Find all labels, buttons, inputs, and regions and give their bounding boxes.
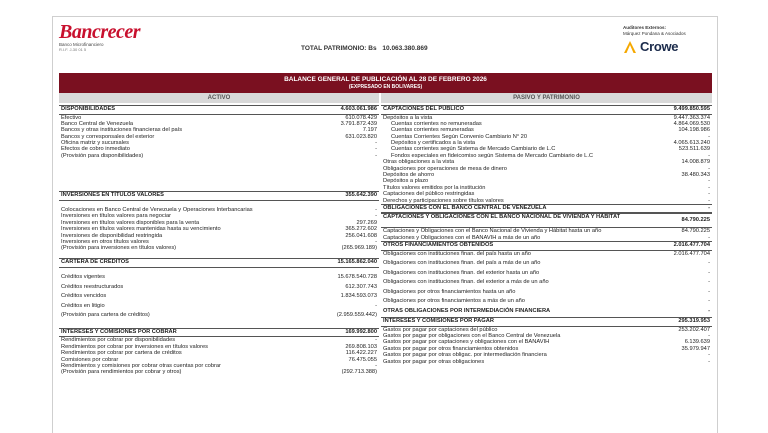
table-row bbox=[381, 270, 712, 280]
report-subtitle: (EXPRESADO EN BOLIVARES) bbox=[348, 84, 423, 90]
row-value: (2.959.559.442) bbox=[336, 312, 377, 319]
table-row bbox=[381, 289, 712, 299]
row-value: - bbox=[375, 213, 377, 220]
row-label: Bancos y corresponsales del exterior bbox=[61, 133, 155, 140]
row-label: Inversiones en otros títulos valores bbox=[61, 239, 149, 246]
row-label: Títulos valores emitidos por la institución bbox=[383, 184, 486, 191]
row-value: 104.198.986 bbox=[678, 127, 710, 134]
row-label: Oficina matriz y sucursales bbox=[61, 140, 129, 147]
row-label: Banco Central de Venezuela bbox=[61, 120, 134, 127]
table-row bbox=[59, 303, 379, 313]
row-label: Fondos especiales en fideicomiso según Sistema de Mercado Cambiario de L.C bbox=[391, 152, 594, 159]
section-header-row bbox=[381, 308, 712, 318]
balance-sheet-page bbox=[52, 16, 718, 433]
row-label: (Provisión para inversiones en títulos valores) bbox=[61, 245, 177, 252]
row-label: DISPONIBILIDADES bbox=[61, 106, 116, 112]
row-label: Créditos en litigio bbox=[61, 302, 105, 309]
row-value: 35.979.947 bbox=[681, 345, 710, 352]
logo-rif: R.I.F. J-30 01 5 bbox=[59, 47, 87, 52]
row-value: - bbox=[708, 332, 710, 339]
section-header-row bbox=[59, 258, 379, 268]
row-value: 297.269 bbox=[356, 219, 377, 226]
row-label: Rendimientos y comisiones por cobrar otras cuentas por cobrar bbox=[61, 363, 221, 370]
row-label: Obligaciones por otros financiamientos a más de un año bbox=[383, 298, 525, 305]
row-value: - bbox=[375, 146, 377, 153]
row-value: 169.992.800 bbox=[345, 328, 377, 335]
row-label: Inversiones en títulos valores para negociar bbox=[61, 213, 172, 220]
row-value: - bbox=[375, 140, 377, 147]
row-label: Inversiones en títulos valores disponibles para la venta bbox=[61, 219, 200, 226]
row-label: CARTERA DE CRÉDITOS bbox=[61, 259, 129, 266]
row-value: 7.197 bbox=[362, 127, 377, 134]
row-value: 610.078.429 bbox=[345, 114, 377, 121]
section-header-row bbox=[381, 241, 712, 251]
row-value: 116.422.227 bbox=[345, 350, 377, 357]
row-value: - bbox=[708, 152, 710, 159]
auditors-title: Auditores Externos: bbox=[623, 25, 667, 30]
row-value: - bbox=[708, 204, 710, 211]
row-value: 84.790.225 bbox=[681, 217, 710, 224]
table-row bbox=[59, 274, 379, 284]
row-label: Créditos reestructurados bbox=[61, 283, 124, 290]
row-value: 9.499.850.595 bbox=[673, 106, 710, 112]
row-label: OTRAS OBLIGACIONES POR INTERMEDIACIÓN FINANCIERA bbox=[383, 307, 551, 314]
row-value: - bbox=[375, 363, 377, 370]
row-label: Cuentas corrientes remuneradas bbox=[391, 127, 474, 134]
total-value: 10.063.380.869 bbox=[382, 45, 428, 52]
row-value: - bbox=[708, 288, 710, 295]
row-label: Obligaciones con instituciones finan. del país hasta un año bbox=[383, 250, 531, 257]
column-header-pasivo: PASIVO Y PATRIMONIO bbox=[381, 93, 712, 103]
row-label: Bancos y otras instituciones financieras del país bbox=[61, 127, 183, 134]
row-label: Efectivo bbox=[61, 114, 82, 121]
activo-column bbox=[59, 105, 379, 376]
row-value: - bbox=[708, 358, 710, 365]
section-header-row bbox=[59, 191, 379, 201]
row-label: Obligaciones con instituciones finan. del exterior hasta un año bbox=[383, 269, 540, 276]
row-value: - bbox=[708, 133, 710, 140]
row-label: Otras obligaciones a la vista bbox=[383, 159, 455, 166]
row-label: Cuentas corrientes no remuneradas bbox=[391, 120, 482, 127]
row-value: - bbox=[375, 239, 377, 246]
row-label: Rendimientos por cobrar por cartera de créditos bbox=[61, 350, 182, 357]
row-value: - bbox=[708, 178, 710, 185]
row-value: 9.447.363.374 bbox=[673, 114, 710, 121]
row-label: Comisiones por cobrar bbox=[61, 356, 119, 363]
row-value: - bbox=[708, 191, 710, 198]
table-row bbox=[381, 298, 712, 308]
row-value: 84.790.225 bbox=[681, 228, 710, 235]
row-label: Colocaciones en Banco Central de Venezuela y Operaciones Interbancarias bbox=[61, 207, 253, 214]
logo-subtitle: Banco Microfinanciero bbox=[59, 42, 104, 47]
row-label: Depósitos a plazo bbox=[383, 178, 429, 185]
row-value: 295.319.953 bbox=[678, 318, 710, 325]
row-label: INTERESES Y COMISIONES POR PAGAR bbox=[383, 318, 494, 325]
row-value: - bbox=[375, 152, 377, 159]
row-label: Gastos por pagar por captaciones y obligaciones con el BANAVIH bbox=[383, 339, 550, 346]
row-label: OTROS FINANCIAMIENTOS OBTENIDOS bbox=[383, 242, 494, 249]
report-title: BALANCE GENERAL DE PUBLICACIÓN AL 28 DE FEBRERO 2026 bbox=[284, 76, 487, 83]
row-value: - bbox=[708, 269, 710, 276]
section-header-row bbox=[59, 328, 379, 338]
row-label: Captaciones y Obligaciones con el Banco Nacional de Vivienda y Hábitat hasta un año bbox=[383, 228, 602, 235]
row-value: - bbox=[375, 337, 377, 344]
row-label: Obligaciones con instituciones finan. del exterior a más de un año bbox=[383, 279, 549, 286]
row-value: 365.272.602 bbox=[345, 226, 377, 233]
row-value: - bbox=[708, 234, 710, 241]
row-label: Cuentas corrientes según Sistema de Mercado Cambiario de L.C bbox=[391, 146, 556, 153]
row-value: 4.603.061.986 bbox=[340, 106, 377, 112]
row-label: Captaciones y Obligaciones con el BANAVIH a más de un año bbox=[383, 234, 541, 241]
auditors-info bbox=[623, 25, 686, 36]
row-value: 6.139.639 bbox=[684, 339, 710, 346]
table-row bbox=[381, 279, 712, 289]
row-value: 355.642.390 bbox=[345, 192, 377, 199]
row-label: Obligaciones por operaciones de mesa de dinero bbox=[383, 165, 507, 172]
table-row bbox=[381, 251, 712, 261]
row-value: 2.016.477.704 bbox=[673, 242, 710, 249]
row-value: - bbox=[708, 307, 710, 314]
row-label: Derechos y participaciones sobre títulos valores bbox=[383, 197, 504, 204]
section-header-row bbox=[381, 105, 712, 115]
row-label: Efectos de cobro inmediato bbox=[61, 146, 130, 153]
row-value: 523.511.639 bbox=[678, 146, 710, 153]
row-value: 3.791.872.439 bbox=[340, 120, 377, 127]
row-value: 256.041.608 bbox=[345, 232, 377, 239]
row-value: 269.808.103 bbox=[345, 343, 377, 350]
row-label: Obligaciones con instituciones finan. del país a más de un año bbox=[383, 260, 541, 267]
row-label: Gastos por pagar por captaciones del público bbox=[383, 326, 498, 333]
row-label: Inversiones en títulos valores mantenidas hasta su vencimiento bbox=[61, 226, 221, 233]
row-value: 631.023.820 bbox=[345, 133, 377, 140]
row-label: Captaciones del público restringidas bbox=[383, 191, 475, 198]
table-row bbox=[381, 260, 712, 270]
table-row bbox=[381, 359, 712, 365]
table-row bbox=[59, 369, 379, 375]
row-value: - bbox=[708, 298, 710, 305]
row-value: 612.307.743 bbox=[345, 283, 377, 290]
row-label: Depósitos a la vista bbox=[383, 114, 433, 121]
row-label: Depósitos de ahorro bbox=[383, 172, 435, 179]
row-label: Inversiones de disponibilidad restringida bbox=[61, 232, 163, 239]
crowe-logo bbox=[623, 39, 678, 54]
row-value: - bbox=[375, 302, 377, 309]
row-label: Créditos vigentes bbox=[61, 274, 105, 281]
row-value: - bbox=[708, 352, 710, 359]
row-label: (Provisión para cartera de créditos) bbox=[61, 312, 150, 319]
row-label: Rendimientos por cobrar por disponibilidades bbox=[61, 337, 176, 344]
row-label: Gastos por pagar por otros financiamientos obtenidos bbox=[383, 345, 519, 352]
row-label: Cuentas Corrientes Según Convenio Cambiario N° 20 bbox=[391, 133, 528, 140]
column-header-activo: ACTIVO bbox=[59, 93, 379, 103]
row-value: - bbox=[708, 279, 710, 286]
row-label: Gastos por pagar por otras obligac. por intermediación financiera bbox=[383, 352, 547, 359]
row-value: 15.678.540.728 bbox=[337, 274, 377, 281]
row-value: 38.480.343 bbox=[681, 172, 710, 179]
bancrecer-logo bbox=[59, 21, 140, 52]
row-label: Depósitos y certificados a la vista bbox=[391, 140, 476, 147]
row-value: 15.165.862.040 bbox=[337, 259, 377, 266]
title-bar bbox=[59, 73, 712, 93]
row-value: - bbox=[708, 260, 710, 267]
total-label: TOTAL PATRIMONIO: Bs bbox=[301, 45, 377, 52]
row-label: INTERESES Y COMISIONES POR COBRAR bbox=[61, 328, 177, 335]
row-label: (Provisión para rendimientos por cobrar y otros) bbox=[61, 369, 182, 376]
row-value: 76.475.055 bbox=[348, 356, 377, 363]
section-header-row bbox=[381, 317, 712, 327]
row-value: 14.008.879 bbox=[681, 159, 710, 166]
row-label: Rendimientos por cobrar por inversiones en títulos valores bbox=[61, 343, 209, 350]
row-label: CAPTACIONES Y OBLIGACIONES CON EL BANCO NACIONAL DE VIVIENDA Y HÁBITAT bbox=[383, 214, 621, 221]
crowe-icon bbox=[623, 40, 637, 54]
total-patrimonio bbox=[301, 45, 428, 52]
row-value: 1.834.593.073 bbox=[340, 293, 377, 300]
row-value: - bbox=[708, 197, 710, 204]
row-label: Obligaciones por otros financiamientos hasta un año bbox=[383, 288, 516, 295]
row-label: INVERSIONES EN TÍTULOS VALORES bbox=[61, 192, 164, 199]
row-label: OBLIGACIONES CON EL BANCO CENTRAL DE VENEZUELA bbox=[383, 204, 547, 211]
row-value: - bbox=[375, 207, 377, 214]
row-value: 4.065.613.240 bbox=[673, 140, 710, 147]
row-value: 2.016.477.704 bbox=[673, 250, 710, 257]
table-row bbox=[59, 312, 379, 322]
table-row bbox=[59, 284, 379, 294]
row-value: (292.713.388) bbox=[341, 369, 377, 376]
section-header-row bbox=[59, 105, 379, 115]
row-label: (Provisión para disponibilidades) bbox=[61, 152, 144, 159]
auditors-name: Márquez Pondana & Asociados bbox=[623, 30, 686, 36]
section-header-row bbox=[381, 204, 712, 214]
row-value: 253.202.407 bbox=[678, 326, 710, 333]
crowe-wordmark: Crowe bbox=[640, 39, 679, 54]
row-value: - bbox=[708, 165, 710, 172]
row-label: CAPTACIONES DEL PÚBLICO bbox=[383, 106, 464, 112]
row-label: Créditos vencidos bbox=[61, 293, 107, 300]
pasivo-column bbox=[381, 105, 712, 365]
logo-wordmark: Bancrecer bbox=[59, 21, 141, 43]
row-value: - bbox=[708, 184, 710, 191]
row-label: Gastos por pagar por obligaciones con el Banco Central de Venezuela bbox=[383, 332, 561, 339]
section-header-row bbox=[381, 213, 712, 228]
row-value: (265.969.189) bbox=[341, 245, 377, 252]
row-label: Gastos por pagar por otras obligaciones bbox=[383, 358, 485, 365]
row-value: 4.864.069.530 bbox=[673, 120, 710, 127]
table-row bbox=[59, 293, 379, 303]
